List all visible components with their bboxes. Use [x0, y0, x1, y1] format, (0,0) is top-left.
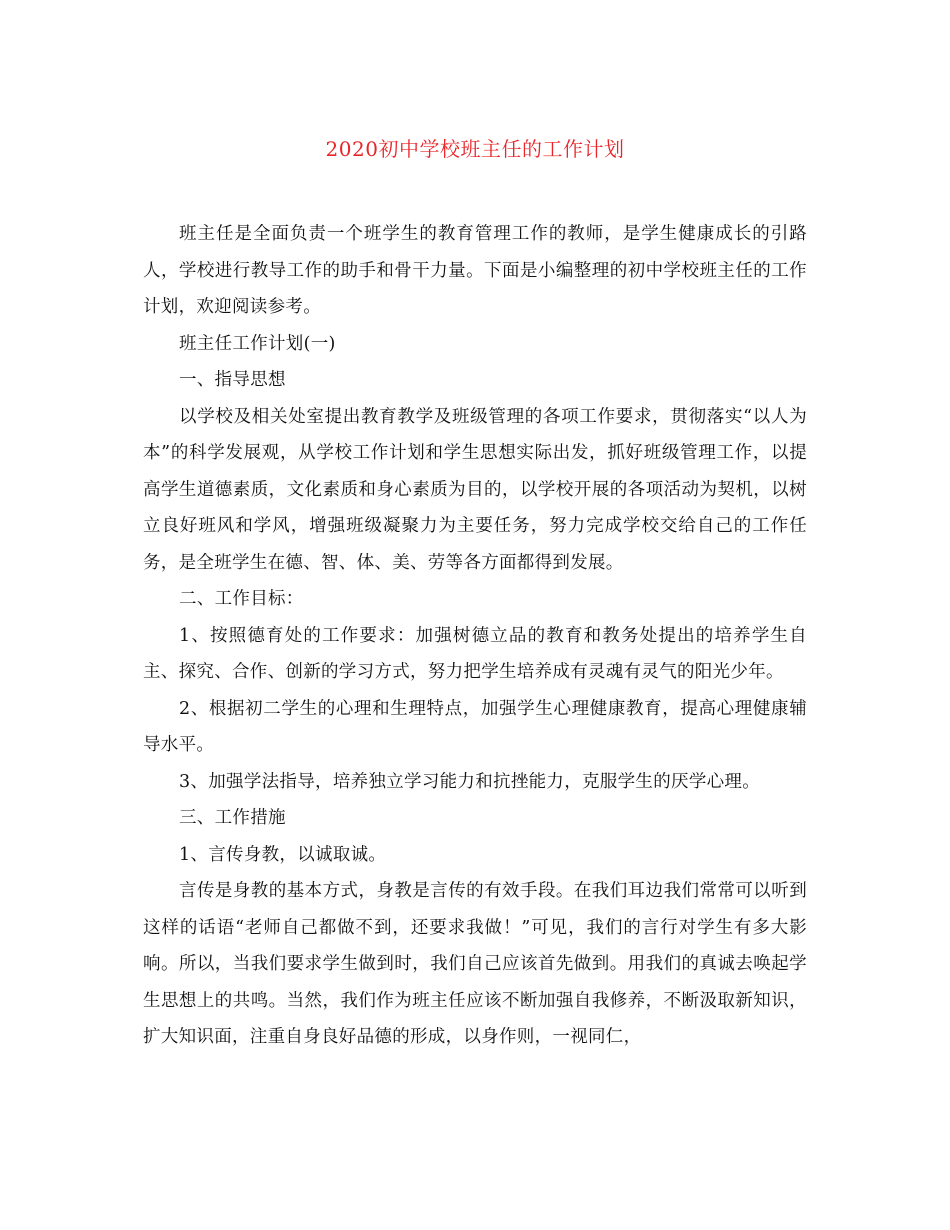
document-title: 2020初中学校班主任的工作计划 [325, 137, 625, 161]
guiding-thought-paragraph: 以学校及相关处室提出教育教学及班级管理的各项工作要求，贯彻落实“以人为本”的科学发展观，从学校工作计划和学生思想实际出发，抓好班级管理工作，以提高学生道德素质，文化素质和身心素质为目的，以学校开展的各项活动为契机，以树立良好班风和学风，增强班级凝聚力为主要任务，努力完成学校交给自己的工作任务，是全班学生在德、智、体、美、劳等各方面都得到发展。 [143, 406, 807, 573]
plan-heading: 班主任工作计划(一) [179, 333, 336, 354]
work-goal-item-2: 2、根据初二学生的心理和生理特点，加强学生心理健康教育，提高心理健康辅导水平。 [143, 698, 807, 755]
section-heading-guiding-thought: 一、指导思想 [179, 370, 286, 390]
document-body [143, 216, 807, 1056]
measure-paragraph-1: 言传是身教的基本方式，身教是言传的有效手段。在我们耳边我们常常可以听到这样的话语“老师自己都做不到，还要求我做！”可见，我们的言行对学生有多大影响。所以，当我们要求学生做到时，我们自己应该首先做到。用我们的真诚去唤起学生思想上的共鸣。当然，我们作为班主任应该不断加强自我修养，不断汲取新知识，扩大知识面，注重自身良好品德的形成，以身作则，一视同仁， [143, 881, 807, 1047]
measure-heading-1: 1、言传身教，以诚取诚。 [179, 844, 387, 865]
section-heading-work-goals: 二、工作目标： [179, 589, 304, 609]
work-goal-item-1: 1、按照德育处的工作要求：加强树德立品的教育和教务处提出的培养学生自主、探究、合作、创新的学习方式，努力把学生培养成有灵魂有灵气的阳光少年。 [143, 625, 807, 682]
work-goal-item-3: 3、加强学法指导，培养独立学习能力和抗挫能力，克服学生的厌学心理。 [179, 771, 761, 792]
intro-paragraph: 班主任是全面负责一个班学生的教育管理工作的教师，是学生健康成长的引路人，学校进行教导工作的助手和骨干力量。下面是小编整理的初中学校班主任的工作计划，欢迎阅读参考。 [143, 224, 807, 317]
section-heading-work-measures: 三、工作措施 [179, 808, 286, 828]
